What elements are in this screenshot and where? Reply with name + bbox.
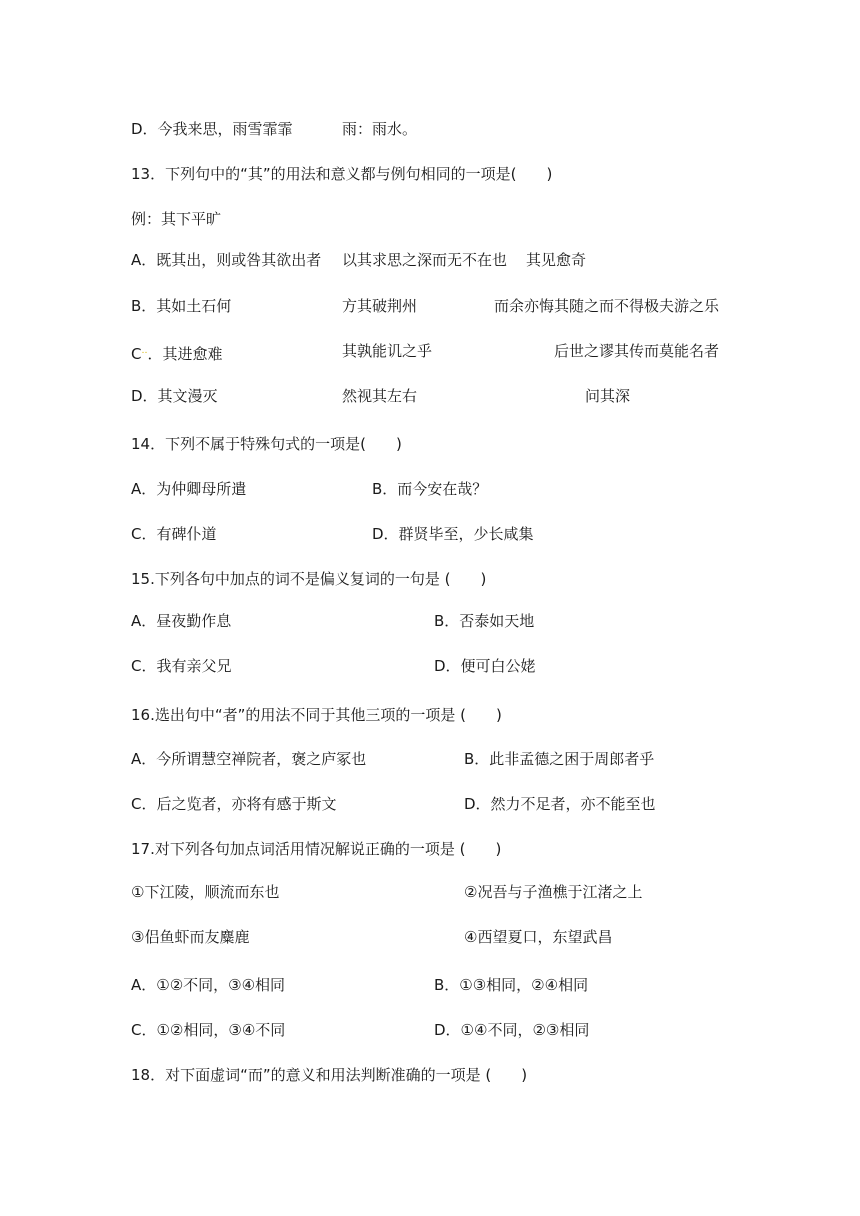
q18-stem: 18．对下面虚词“而”的意义和用法判断准确的一项是 ( ) [131,1066,528,1084]
q13-option-b-1: B．其如土石何 [131,297,232,315]
q15-option-a: A．昼夜勤作息 [131,612,232,630]
q13-option-c-1 [131,341,223,361]
q13-option-c-3: 后世之谬其传而莫能名者 [554,342,720,360]
q14-stem: 14．下列不属于特殊句式的一项是( ) [131,435,402,453]
q13-stem: 13．下列句中的“其”的用法和意义都与例句相同的一项是( ) [131,165,553,183]
q12-option-d-sentence: D．今我来思，雨雪霏霏 [131,120,293,138]
q17-option-b: B．①③相同，②④相同 [434,976,589,994]
q13-option-a-3: 其见愈奇 [526,251,587,269]
q12-option-d-gloss: 雨：雨水。 [342,120,418,138]
q15-option-d: D．便可白公姥 [434,657,536,675]
q13-option-a-2: 以其求思之深而无不在也 [342,251,508,269]
q13-option-b-3: 而余亦悔其随之而不得极夫游之乐 [494,297,720,315]
q14-option-c: C．有碑仆道 [131,525,217,543]
q17-sentence-4: ④西望夏口，东望武昌 [464,928,613,946]
q13-option-c-letter: C [131,345,142,363]
q17-sentence-3: ③侣鱼虾而友麋鹿 [131,928,250,946]
q14-option-d: D．群贤毕至，少长咸集 [372,525,534,543]
q14-option-a: A．为仲卿母所遣 [131,480,247,498]
q17-sentence-1: ①下江陵，顺流而东也 [131,883,280,901]
q15-stem: 15.下列各句中加点的词不是偏义复词的一句是 ( ) [131,570,487,588]
q16-stem: 16.选出句中“者”的用法不同于其他三项的一项是 ( ) [131,706,502,724]
q17-stem: 17.对下列各句加点词活用情况解说正确的一项是 ( ) [131,840,502,858]
q13-option-d-3: 问其深 [585,387,631,405]
q16-option-d: D．然力不足者，亦不能至也 [464,795,656,813]
q16-option-b: B．此非孟德之困于周郎者乎 [464,750,655,768]
q13-option-a-1: A．既其出，则或咎其欲出者 [131,251,322,269]
q17-option-a: A．①②不同，③④相同 [131,976,286,994]
q15-option-b: B．否泰如天地 [434,612,535,630]
small-mark: ‥ [141,346,148,356]
q17-sentence-2: ②况吾与子渔樵于江渚之上 [464,883,643,901]
q15-option-c: C．我有亲父兄 [131,657,232,675]
q17-option-c: C．①②相同，③④不同 [131,1021,286,1039]
q13-option-d-2: 然视其左右 [342,387,418,405]
q13-example: 例：其下平旷 [131,210,222,228]
q17-option-d: D．①④不同，②③相同 [434,1021,590,1039]
q16-option-a: A．今所谓慧空禅院者，褒之庐冢也 [131,750,367,768]
q14-option-b: B．而今安在哉？ [372,480,488,498]
q13-option-c-text: ．其进愈难 [147,345,223,363]
q16-option-c: C．后之览者，亦将有感于斯文 [131,795,337,813]
q12-option-d [131,119,293,139]
q13-option-d-1: D．其文漫灭 [131,387,218,405]
q13-option-c-2: 其孰能讥之乎 [342,342,433,360]
q13-option-b-2: 方其破荆州 [342,297,418,315]
